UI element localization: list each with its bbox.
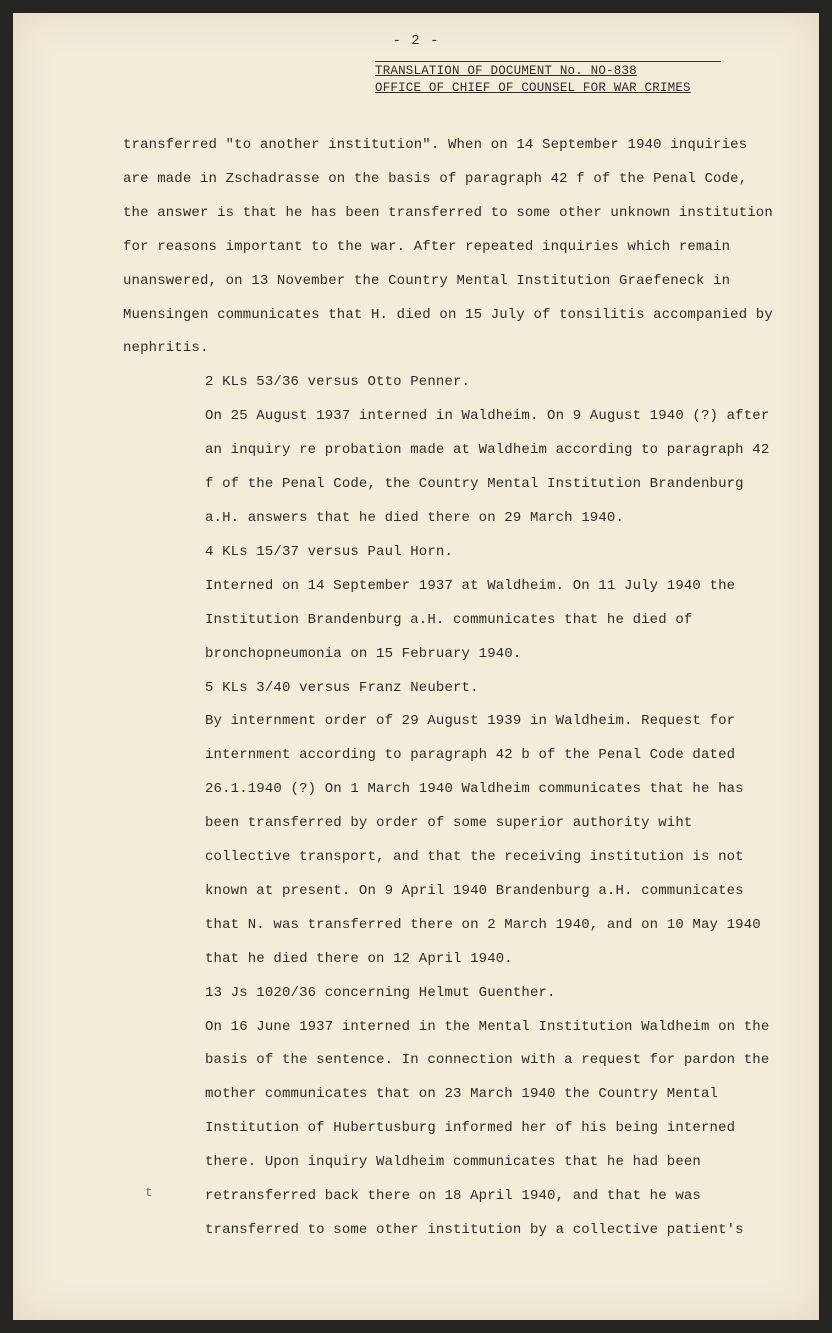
header-office-line: OFFICE OF CHIEF OF COUNSEL FOR WAR CRIMES (375, 81, 691, 95)
paragraph: On 16 June 1937 interned in the Mental Institution Waldheim on the basis of the sentence. In connection with a request for pardon the mother communicates that on 23 March 1940 the Country Mental Institution of Hubertusburg informed her of his being interned there. Upon inquiry Waldheim communicates that he had been retransferred back there on 18 April 1940, and that he was transferred to some other institution by a collective patient's (205, 1018, 770, 1238)
page-number: - 2 - (392, 33, 440, 49)
header-rule (375, 61, 721, 62)
case-heading: 4 KLs 15/37 versus Paul Horn. (205, 543, 453, 560)
paragraph: On 25 August 1937 interned in Waldheim. On 9 August 1940 (?) after an inquiry re probation made at Waldheim according to paragraph 42 f of the Penal Code, the Country Mental Institution Brandenburg a.H. answers that he died there on 29 March 1940. (205, 408, 770, 526)
header-translation-line: TRANSLATION OF DOCUMENT No. NO-838 (375, 64, 637, 78)
document-page (13, 13, 819, 1320)
case-heading: 2 KLs 53/36 versus Otto Penner. (205, 374, 471, 391)
case-heading: 13 Js 1020/36 concerning Helmut Guenther. (205, 984, 556, 1001)
document-header (375, 61, 721, 97)
case-heading: 5 KLs 3/40 versus Franz Neubert. (205, 679, 479, 696)
document-body (123, 129, 773, 1248)
paragraph: Interned on 14 September 1937 at Waldheim. On 11 July 1940 the Institution Brandenburg a.H. communicates that he died of bronchopneumonia on 15 February 1940. (205, 577, 736, 662)
text-fragment: t (145, 1185, 153, 1200)
paragraph: By internment order of 29 August 1939 in Waldheim. Request for internment according to paragraph 42 b of the Penal Code dated 26.1.1940 (?) On 1 March 1940 Waldheim communicates that he has been transferred by order of some superior authority wiht collective transport, and that the receiving institution is not known at present. On 9 April 1940 Brandenburg a.H. communicates that N. was transferred there on 2 March 1940, and on 10 May 1940 that he died there on 12 April 1940. (205, 713, 761, 967)
paragraph: transferred "to another institution". When on 14 September 1940 inquiries are made in Zschadrasse on the basis of paragraph 42 f of the Penal Code, the answer is that he has been transferred to some other unknown institution for reasons important to the war. After repeated inquiries which remain unanswered, on 13 November the Country Mental Institution Graefeneck in Muensingen communicates that H. died on 15 July of tonsilitis accompanied by nephritis. (123, 137, 773, 357)
